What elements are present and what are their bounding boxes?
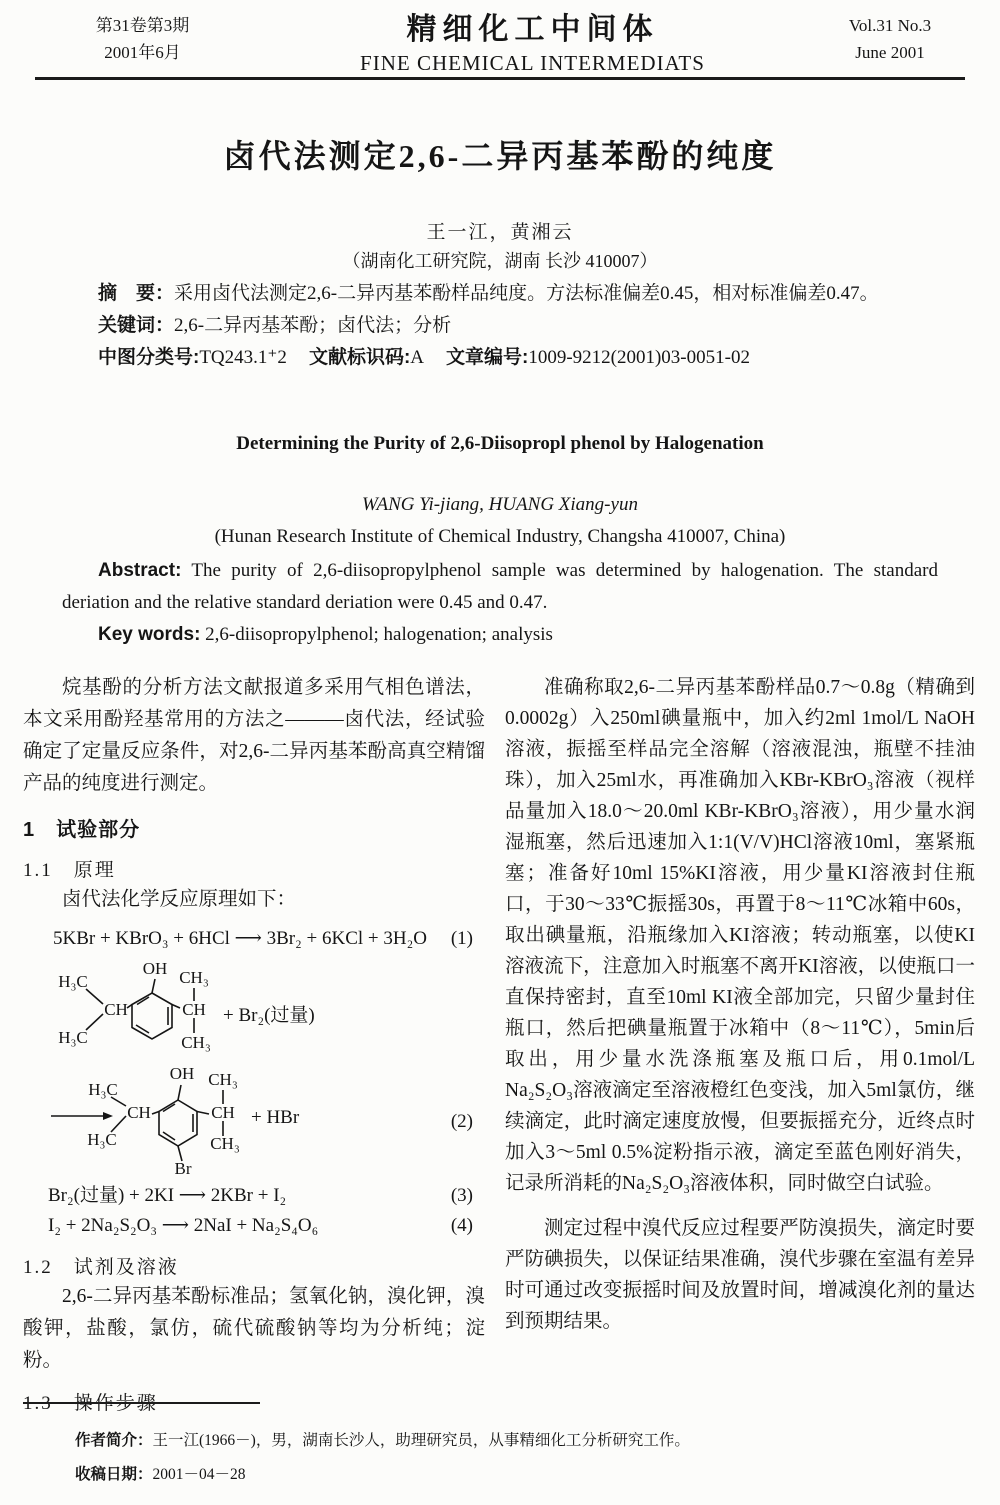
affiliation-en: (Hunan Research Institute of Chemical Industry, Changsha 410007, China)	[214, 526, 786, 547]
doc-code-value: A	[410, 347, 424, 368]
s2-ch-left-label: CH	[127, 1103, 151, 1122]
procedure-paragraph: 准确称取2,6-二异丙基苯酚样品0.7～0.8g（精确到0.0002g）入250ml碘量瓶中，加入约2ml 1mol/L NaOH溶液，振摇至样品完全溶解（溶液混浊，瓶壁不挂油珠），加入25ml水，再准确加入KBr-KBrO₃溶液（视样品量加入18.0～20.0ml KBr-KBrO₃溶液），用少量水润湿瓶塞，然后迅速加入1:1(V/V)HCl溶液10ml，塞紧瓶塞；准备好10ml 15%KI溶液，用少量KI溶液封住瓶口，于30～33℃振摇30s，再置于8～11℃冰箱中60s，取出碘量瓶，沿瓶缘加入KI溶液；转动瓶塞，以使KI溶液流下，注意加入时瓶塞不离开KI溶液，以使瓶口一直保持密封，直至10ml KI液全部加完，只留少量封住瓶口，然后把碘量瓶置于冰箱中（8～11℃），5min后取出，用少量水洗涤瓶塞及瓶口后，用0.1mol/L Na₂S₂O₃溶液滴定至溶液橙红色变浅，加入5ml氯仿，继续滴定，此时滴定速度放慢，但要振摇充分，近终点时加入3～5ml 0.5%淀粉指示液，滴定至蓝色刚好消失，记录所消耗的Na₂S₂O₃溶液体积，同时做空白试验。	[505, 677, 975, 1194]
issue-cn: 第31卷第3期	[95, 16, 190, 35]
article-title-en: Determining the Purity of 2,6-Diisopropl phenol by Halogenation	[236, 433, 764, 454]
structure-1-drawing	[23, 958, 485, 1058]
vol-en: Vol.31 No.3	[848, 16, 932, 35]
received-date-text: 2001－04－28	[152, 1466, 246, 1483]
authors-en: WANG Yi-jiang, HUANG Xiang-yun	[362, 494, 638, 515]
structure-diisopropylphenol	[23, 958, 485, 1058]
header-volume-block	[815, 12, 965, 66]
keywords-en	[62, 619, 938, 651]
clc-label: 中图分类号:	[98, 347, 200, 368]
equation-4	[23, 1211, 485, 1241]
section-1-3-heading: 1.3 操作步骤	[23, 1393, 158, 1414]
precaution-paragraph: 测定过程中溴代反应过程要严防溴损失，滴定时要严防碘损失，以保证结果准确，溴代步骤在室温有差异时可通过改变振摇时间及放置时间，增减溴化剂的量达到预期结果。	[505, 1218, 975, 1332]
structure-bromo-product	[23, 1064, 485, 1179]
footer-block	[75, 1424, 955, 1492]
article-no-label: 文章编号:	[446, 347, 529, 368]
authors-cn: 王一江，黄湘云	[426, 222, 574, 243]
abstract-text-cn: 采用卤代法测定2,6-二异丙基苯酚样品纯度。方法标准偏差0.45，相对标准偏差0.47。	[174, 283, 879, 304]
author-bio-line	[75, 1424, 955, 1458]
received-date-line	[75, 1458, 955, 1492]
s1-ch3-topright-label: CH₃	[179, 968, 209, 987]
article-no-value: 1009-9212(2001)03-0051-02	[528, 347, 750, 368]
journal-name-en: FINE CHEMICAL INTERMEDIATS	[360, 51, 705, 75]
abstract-text-en: The purity of 2,6-diisopropylphenol sample was determined by halogenation. The standard deriation and the relative standard deriation were 0.45 and 0.47.	[62, 560, 938, 613]
right-column	[505, 672, 975, 1337]
s2-br-label: Br	[174, 1159, 192, 1178]
equation-3	[23, 1181, 485, 1211]
header-rule	[35, 77, 965, 80]
equation-4-number: (4)	[450, 1215, 473, 1236]
section-1-2-heading: 1.2 试剂及溶液	[23, 1257, 179, 1278]
footnote-rule	[23, 1402, 260, 1404]
author-bio-label: 作者简介：	[75, 1432, 153, 1449]
article-title-cn: 卤代法测定2,6-二异丙基苯酚的纯度	[223, 138, 777, 174]
author-bio-text: 王一江(1966－)，男，湖南长沙人，助理研究员，从事精细化工分析研究工作。	[152, 1432, 690, 1449]
reaction-arrow-head	[103, 1112, 113, 1120]
english-block	[62, 430, 938, 651]
keywords-label-en: Key words:	[98, 624, 201, 645]
s1-ch3-bottomright-label: CH₃	[181, 1033, 211, 1052]
s1-h3c-topleft-label: H₃C	[58, 972, 88, 991]
equation-1	[23, 924, 485, 954]
affiliation-cn: （湖南化工研究院，湖南 长沙 410007）	[342, 251, 658, 271]
keywords-cn	[62, 310, 938, 342]
s2-h3c-bottomleft-label: H₃C	[87, 1130, 117, 1149]
equation-1-formula: 5KBr + KBrO₃ + 6HCl ⟶ 3Br₂ + 6KCl + 3H₂O	[53, 928, 427, 949]
s1-ch-right-label: CH	[182, 1000, 206, 1019]
s1-ch-left-label: CH	[104, 1000, 128, 1019]
classification-line	[62, 342, 938, 374]
section-1-1-lead: 卤代法化学反应原理如下：	[62, 889, 297, 910]
s2-ch3-topright-label: CH₃	[208, 1070, 238, 1089]
keywords-label-cn: 关键词：	[98, 315, 175, 336]
s2-ch3-bottomright-label: CH₃	[210, 1134, 240, 1153]
s2-oh-label: OH	[169, 1064, 195, 1083]
reagents-paragraph: 2,6-二异丙基苯酚标准品；氢氧化钠，溴化钾，溴酸钾，盐酸，氯仿，硫代硫酸钠等均为分析纯；淀粉。	[23, 1286, 485, 1371]
structure-2-drawing	[23, 1064, 485, 1179]
s1-h3c-bottomleft-label: H₃C	[58, 1028, 88, 1047]
intro-paragraph: 烷基酚的分析方法文献报道多采用气相色谱法，本文采用酚羟基常用的方法之———卤代法，经试验确定了定量反应条件，对2,6-二异丙基苯酚高真空精馏产品的纯度进行测定。	[23, 677, 485, 794]
left-column	[23, 672, 485, 1417]
abstract-en	[62, 555, 938, 619]
s2-plus-hbr-label: + HBr	[251, 1107, 300, 1128]
journal-name-cn: 精细化工中间体	[406, 13, 659, 46]
equation-1-number: (1)	[450, 928, 473, 949]
s1-plus-br2-label: + Br₂(过量)	[223, 1005, 315, 1026]
header-journal-block	[250, 12, 815, 78]
s2-ch-right-label: CH	[211, 1103, 235, 1122]
abstract-label-en: Abstract:	[98, 560, 182, 581]
date-cn: 2001年6月	[104, 43, 181, 62]
keywords-text-cn: 2,6-二异丙基苯酚；卤代法；分析	[174, 315, 452, 336]
equation-3-formula: Br₂(过量) + 2KI ⟶ 2KBr + I₂	[48, 1185, 287, 1206]
header-issue-block	[35, 12, 250, 66]
abstract-cn	[62, 278, 938, 310]
abstract-label-cn: 摘 要：	[98, 283, 175, 304]
section-1-heading: 1 试验部分	[23, 819, 141, 841]
chinese-meta-block	[62, 278, 938, 374]
section-1-1-heading: 1.1 原理	[23, 860, 116, 881]
date-en: June 2001	[855, 43, 925, 62]
s1-oh-label: OH	[142, 959, 168, 978]
equation-4-formula: I₂ + 2Na₂S₂O₃ ⟶ 2NaI + Na₂S₄O₆	[48, 1215, 319, 1236]
keywords-text-en: 2,6-diisopropylphenol; halogenation; analysis	[205, 624, 553, 645]
clc-value: TQ243.1⁺2	[199, 347, 287, 368]
equation-3-number: (3)	[450, 1185, 473, 1206]
s2-h3c-topleft-label: H₃C	[88, 1080, 118, 1099]
doc-code-label: 文献标识码:	[308, 347, 411, 368]
equation-2-number: (2)	[450, 1111, 473, 1132]
journal-header	[35, 12, 965, 78]
received-date-label: 收稿日期：	[75, 1466, 153, 1483]
